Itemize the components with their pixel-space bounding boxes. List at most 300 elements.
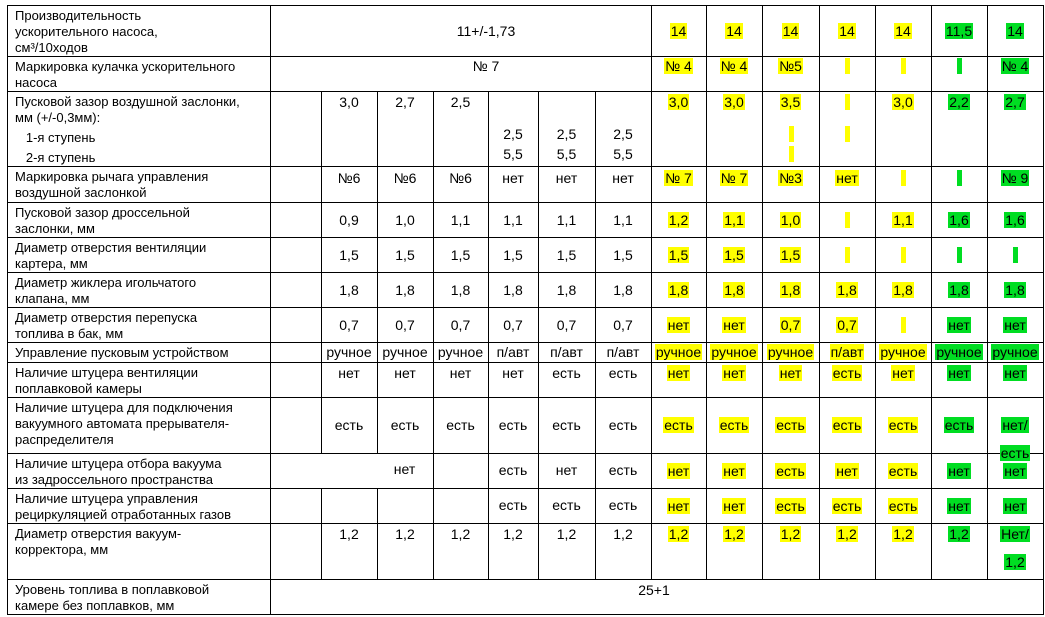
value-cell bbox=[595, 526, 651, 542]
row-label bbox=[15, 400, 270, 448]
highlighted-cell bbox=[987, 23, 1043, 39]
highlighted-cell bbox=[819, 344, 875, 360]
value-text: нет/ bbox=[1002, 417, 1028, 433]
value-cell bbox=[538, 146, 595, 162]
value-cell bbox=[377, 94, 433, 110]
value-cell bbox=[488, 282, 538, 298]
row-label-line: Маркировка рычага управления bbox=[15, 169, 209, 184]
highlighted-cell bbox=[651, 365, 706, 381]
value-text: есть bbox=[608, 417, 638, 433]
value-text: 2,5 bbox=[503, 126, 523, 142]
highlight-marker bbox=[845, 212, 850, 228]
value-text: 1,8 bbox=[668, 282, 689, 298]
value-cell bbox=[538, 126, 595, 142]
highlighted-cell bbox=[987, 170, 1043, 186]
value-text: № 7 bbox=[665, 170, 692, 186]
value-cell bbox=[377, 365, 433, 381]
highlighted-cell bbox=[651, 463, 706, 479]
row-divider bbox=[7, 5, 1044, 6]
value-text: ручное bbox=[880, 344, 926, 360]
value-text: 2,2 bbox=[949, 94, 969, 110]
highlighted-cell bbox=[875, 463, 931, 479]
row-label-line: из задроссельного пространства bbox=[15, 472, 213, 487]
value-text: 1,2 bbox=[395, 526, 415, 542]
value-text: 14 bbox=[839, 23, 855, 39]
value-text: ручное bbox=[936, 344, 982, 360]
value-text: 1,2 bbox=[1005, 554, 1025, 570]
value-text: есть bbox=[776, 498, 805, 514]
highlighted-cell bbox=[762, 170, 819, 186]
highlighted-cell bbox=[931, 498, 987, 514]
row-label bbox=[15, 59, 270, 91]
highlighted-cell bbox=[706, 247, 762, 263]
row-divider bbox=[7, 56, 1044, 57]
value-cell bbox=[538, 462, 595, 478]
row-label-line: Наличие штуцера для подключения bbox=[15, 400, 233, 415]
value-text: ручное bbox=[711, 344, 757, 360]
row-label-line: корректора, мм bbox=[15, 542, 109, 557]
value-cell bbox=[377, 170, 433, 186]
value-text: 0,7 bbox=[450, 317, 471, 333]
highlighted-cell bbox=[875, 212, 931, 228]
highlighted-cell bbox=[987, 94, 1043, 110]
value-text: 3,0 bbox=[893, 94, 913, 110]
value-cell bbox=[321, 365, 377, 381]
highlighted-cell bbox=[931, 282, 987, 298]
value-text: 1,8 bbox=[503, 282, 523, 298]
value-text: 14 bbox=[895, 23, 911, 39]
value-text: есть bbox=[664, 417, 693, 433]
value-text: есть bbox=[719, 417, 749, 433]
value-text: 1,5 bbox=[395, 247, 415, 263]
value-text: 3,5 bbox=[780, 94, 801, 110]
value-text: ручное bbox=[326, 344, 372, 360]
value-cell bbox=[595, 317, 651, 333]
highlighted-cell bbox=[931, 212, 987, 228]
value-cell bbox=[321, 94, 377, 110]
row-label-line: Производительность bbox=[15, 8, 142, 23]
value-text: № 4 bbox=[1001, 58, 1029, 74]
highlighted-cell bbox=[931, 317, 987, 333]
value-cell bbox=[595, 365, 651, 381]
highlighted-cell bbox=[706, 365, 762, 381]
highlighted-cell bbox=[706, 212, 762, 228]
value-text: п/авт bbox=[550, 344, 583, 360]
value-text: есть bbox=[334, 417, 364, 433]
value-text: 14 bbox=[726, 23, 742, 39]
value-cell bbox=[433, 417, 488, 433]
value-cell bbox=[488, 526, 538, 542]
value-text: 1,8 bbox=[613, 282, 633, 298]
highlighted-cell bbox=[651, 417, 706, 433]
value-text: 11,5 bbox=[945, 23, 973, 39]
highlighted-cell bbox=[762, 344, 819, 360]
value-text: ручное bbox=[655, 344, 702, 360]
row-label-line: мм (+/-0,3мм): bbox=[15, 110, 101, 125]
row-label-line: Диаметр жиклера игольчатого bbox=[15, 275, 197, 290]
highlight-marker bbox=[957, 170, 962, 186]
value-text: 2,5 bbox=[613, 126, 633, 142]
value-text: Нет/ bbox=[1001, 526, 1029, 542]
value-text: есть bbox=[776, 463, 805, 479]
row-divider bbox=[7, 453, 1044, 454]
row-label bbox=[15, 169, 270, 201]
value-text: нет bbox=[948, 463, 970, 479]
value-text: №3 bbox=[779, 170, 802, 186]
highlight-marker bbox=[957, 247, 962, 263]
value-text: ручное bbox=[767, 344, 814, 360]
value-text: нет bbox=[723, 365, 745, 381]
highlighted-cell bbox=[987, 463, 1043, 479]
value-text: есть bbox=[498, 417, 528, 433]
row-divider bbox=[7, 91, 1044, 92]
row-label bbox=[15, 94, 270, 166]
value-cell bbox=[595, 146, 651, 162]
value-text: 1,1 bbox=[893, 212, 913, 228]
highlighted-cell bbox=[819, 23, 875, 39]
highlighted-cell bbox=[875, 94, 931, 110]
value-cell bbox=[538, 365, 595, 381]
highlighted-cell bbox=[987, 417, 1043, 433]
value-text: 1,1 bbox=[556, 212, 577, 228]
value-text: 14 bbox=[670, 23, 687, 39]
highlighted-cell bbox=[987, 365, 1043, 381]
value-text: № 9 bbox=[1001, 170, 1029, 186]
highlighted-cell bbox=[987, 554, 1043, 570]
highlighted-cell bbox=[651, 344, 706, 360]
value-text: ручное bbox=[992, 344, 1038, 360]
value-text: есть bbox=[944, 417, 974, 433]
row-divider bbox=[7, 272, 1044, 273]
value-text: 1,5 bbox=[503, 247, 523, 263]
highlight-marker bbox=[957, 58, 962, 74]
row-label-line: ускорительного насоса, bbox=[15, 24, 158, 39]
highlighted-cell bbox=[987, 498, 1043, 514]
row-label bbox=[15, 310, 270, 342]
row-divider bbox=[7, 237, 1044, 238]
value-text: п/авт bbox=[830, 344, 864, 360]
row-label-line: вакуумного автомата прерывателя- bbox=[15, 416, 230, 431]
row-label-line: распределителя bbox=[15, 432, 114, 447]
value-cell bbox=[538, 526, 595, 542]
value-cell bbox=[488, 317, 538, 333]
highlighted-cell bbox=[875, 23, 931, 39]
highlighted-cell bbox=[931, 463, 987, 479]
highlighted-cell bbox=[762, 58, 819, 74]
value-cell bbox=[538, 344, 595, 360]
row-label-line: камере без поплавков, мм bbox=[15, 598, 175, 613]
value-cell bbox=[321, 526, 377, 542]
value-cell bbox=[595, 462, 651, 478]
value-text: 1,2 bbox=[503, 526, 523, 542]
merged-basic-cell bbox=[321, 23, 651, 39]
value-text: 1,5 bbox=[668, 247, 689, 263]
value-cell bbox=[433, 170, 488, 186]
highlighted-cell bbox=[706, 58, 762, 74]
row-divider bbox=[7, 488, 1044, 489]
highlight-marker bbox=[1013, 247, 1018, 263]
row-label-line: заслонки, мм bbox=[15, 221, 95, 236]
value-cell bbox=[377, 344, 433, 360]
value-text: нет bbox=[723, 317, 745, 333]
value-text: 2,7 bbox=[1005, 94, 1025, 110]
value-text: 1,2 bbox=[668, 526, 689, 542]
highlighted-cell bbox=[762, 282, 819, 298]
value-cell bbox=[433, 212, 488, 228]
value-cell bbox=[538, 282, 595, 298]
value-text: нет bbox=[394, 365, 416, 381]
value-cell bbox=[377, 282, 433, 298]
row-label-line: Наличие штуцера отбора вакуума bbox=[15, 456, 222, 471]
highlighted-cell bbox=[651, 170, 706, 186]
highlighted-cell bbox=[651, 212, 706, 228]
row-divider bbox=[7, 202, 1044, 203]
row-divider bbox=[7, 397, 1044, 398]
highlighted-cell bbox=[762, 94, 819, 110]
value-cell bbox=[595, 170, 651, 186]
value-cell bbox=[488, 247, 538, 263]
value-cell bbox=[488, 344, 538, 360]
highlight-marker bbox=[789, 146, 794, 162]
value-text: 1,8 bbox=[339, 282, 359, 298]
highlighted-cell bbox=[819, 498, 875, 514]
value-text: 1,2 bbox=[339, 526, 359, 542]
value-text: есть bbox=[390, 417, 420, 433]
value-text: 1,6 bbox=[949, 212, 969, 228]
value-text: 1,2 bbox=[837, 526, 857, 542]
value-text: нет bbox=[1004, 365, 1026, 381]
row-label-line: рециркуляцией отработанных газов bbox=[15, 507, 231, 522]
value-text: № 4 bbox=[665, 58, 692, 74]
highlighted-cell bbox=[875, 344, 931, 360]
value-text: 5,5 bbox=[613, 146, 633, 162]
value-text: есть bbox=[498, 462, 528, 478]
value-cell bbox=[433, 247, 488, 263]
row-divider bbox=[7, 579, 1044, 580]
value-text: 0,9 bbox=[339, 212, 359, 228]
row-label-line: Управление пусковым устройством bbox=[15, 345, 229, 360]
row-label-line: топлива в бак, мм bbox=[15, 326, 124, 341]
row-label-line: 1-я ступень bbox=[15, 130, 96, 145]
value-text: нет bbox=[892, 365, 914, 381]
value-cell bbox=[595, 126, 651, 142]
row-divider bbox=[7, 342, 1044, 343]
highlight-marker bbox=[901, 317, 906, 333]
highlight-marker bbox=[845, 94, 850, 110]
value-text: 5,5 bbox=[556, 146, 577, 162]
highlighted-cell bbox=[706, 463, 762, 479]
value-text: 0,7 bbox=[837, 317, 857, 333]
highlighted-cell bbox=[931, 344, 987, 360]
value-text: есть bbox=[446, 417, 475, 433]
value-text: 0,7 bbox=[503, 317, 523, 333]
row-label bbox=[15, 582, 270, 614]
highlighted-cell bbox=[762, 498, 819, 514]
highlighted-cell bbox=[931, 365, 987, 381]
row-label-line: клапана, мм bbox=[15, 291, 90, 306]
value-text: 1,8 bbox=[395, 282, 415, 298]
highlighted-cell bbox=[875, 365, 931, 381]
value-cell bbox=[538, 212, 595, 228]
highlighted-cell bbox=[706, 170, 762, 186]
row-label bbox=[15, 365, 270, 397]
value-cell bbox=[377, 212, 433, 228]
row-divider bbox=[7, 523, 1044, 524]
value-text: 2,5 bbox=[450, 94, 471, 110]
highlighted-cell bbox=[651, 58, 706, 74]
highlighted-cell bbox=[651, 282, 706, 298]
value-text: есть bbox=[832, 498, 862, 514]
value-text: 1,1 bbox=[613, 212, 633, 228]
value-text: нет bbox=[667, 317, 690, 333]
value-text: № 4 bbox=[720, 58, 748, 74]
highlighted-cell bbox=[706, 498, 762, 514]
value-cell bbox=[321, 212, 377, 228]
row-label-line: Уровень топлива в поплавковой bbox=[15, 582, 210, 597]
value-text: нет bbox=[612, 170, 634, 186]
value-text: есть bbox=[552, 365, 581, 381]
value-cell bbox=[433, 526, 488, 542]
row-label bbox=[15, 8, 270, 56]
value-text: нет bbox=[667, 498, 690, 514]
highlighted-cell bbox=[987, 58, 1043, 74]
highlighted-cell bbox=[762, 23, 819, 39]
value-text: нет bbox=[555, 462, 578, 478]
merged-all-cell bbox=[321, 582, 987, 598]
highlighted-cell bbox=[987, 344, 1043, 360]
highlighted-cell bbox=[931, 417, 987, 433]
value-cell bbox=[433, 317, 488, 333]
row-divider bbox=[7, 362, 1044, 363]
value-text: 14 bbox=[1007, 23, 1023, 39]
highlighted-cell bbox=[819, 417, 875, 433]
column-divider bbox=[433, 91, 434, 580]
highlighted-cell bbox=[706, 282, 762, 298]
highlighted-cell bbox=[762, 526, 819, 542]
value-cell bbox=[433, 94, 488, 110]
value-cell bbox=[538, 317, 595, 333]
value-text: нет bbox=[449, 365, 472, 381]
value-text: 1,0 bbox=[780, 212, 801, 228]
value-text: нет bbox=[723, 463, 745, 479]
value-text: 0,7 bbox=[339, 317, 359, 333]
value-text: нет bbox=[667, 365, 690, 381]
value-text: есть bbox=[888, 463, 918, 479]
value-cell bbox=[488, 417, 538, 433]
value-cell bbox=[595, 497, 651, 513]
highlighted-cell bbox=[651, 317, 706, 333]
highlighted-cell bbox=[762, 365, 819, 381]
value-text: есть bbox=[608, 365, 638, 381]
value-cell bbox=[538, 497, 595, 513]
value-text: 1,2 bbox=[893, 526, 913, 542]
value-cell bbox=[595, 344, 651, 360]
value-text: 1,1 bbox=[503, 212, 523, 228]
value-text: 1,8 bbox=[450, 282, 471, 298]
value-text: нет bbox=[948, 317, 970, 333]
value-cell bbox=[488, 170, 538, 186]
value-text: 1,2 bbox=[556, 526, 577, 542]
value-text: №6 bbox=[449, 170, 472, 186]
highlighted-cell bbox=[762, 463, 819, 479]
value-text: нет bbox=[723, 498, 745, 514]
value-cell bbox=[538, 417, 595, 433]
value-cell bbox=[538, 247, 595, 263]
value-cell bbox=[321, 170, 377, 186]
value-text: 1,8 bbox=[1005, 282, 1025, 298]
highlighted-cell bbox=[819, 282, 875, 298]
highlighted-cell bbox=[762, 212, 819, 228]
highlighted-cell bbox=[931, 94, 987, 110]
value-cell bbox=[488, 146, 538, 162]
value-text: есть bbox=[498, 497, 528, 513]
value-text: 1,2 bbox=[724, 526, 744, 542]
highlight-marker bbox=[845, 58, 850, 74]
highlighted-cell bbox=[651, 498, 706, 514]
value-text: нет bbox=[502, 365, 524, 381]
value-text: 1,1 bbox=[724, 212, 744, 228]
value-text: 0,7 bbox=[780, 317, 801, 333]
row-label-line: см³/10ходов bbox=[15, 40, 88, 55]
value-cell bbox=[433, 365, 488, 381]
value-text: 3,0 bbox=[339, 94, 359, 110]
highlighted-cell bbox=[987, 445, 1043, 461]
value-text: 1,5 bbox=[450, 247, 471, 263]
highlight-marker bbox=[845, 247, 850, 263]
value-text: 14 bbox=[782, 23, 799, 39]
value-text: 1,2 bbox=[450, 526, 471, 542]
value-text: 1,8 bbox=[949, 282, 969, 298]
highlighted-cell bbox=[819, 170, 875, 186]
value-cell bbox=[488, 462, 538, 478]
value-cell bbox=[595, 417, 651, 433]
value-text: есть bbox=[552, 417, 581, 433]
highlighted-cell bbox=[651, 526, 706, 542]
value-text: есть bbox=[608, 462, 638, 478]
value-cell bbox=[321, 417, 377, 433]
highlighted-cell bbox=[651, 23, 706, 39]
value-cell bbox=[433, 344, 488, 360]
value-text: 0,7 bbox=[395, 317, 415, 333]
row-label-line: Пусковой зазор воздушной заслонки, bbox=[15, 94, 240, 109]
highlight-marker bbox=[901, 247, 906, 263]
value-text: есть bbox=[608, 497, 638, 513]
row-label-line: Маркировка кулачка ускорительного bbox=[15, 59, 236, 74]
value-text: нет bbox=[948, 365, 970, 381]
column-divider bbox=[1043, 5, 1044, 615]
value-cell bbox=[377, 526, 433, 542]
value-text: 1,2 bbox=[613, 526, 633, 542]
highlighted-cell bbox=[819, 317, 875, 333]
value-text: 5,5 bbox=[503, 146, 523, 162]
value-text: нет bbox=[502, 170, 524, 186]
value-text: 1,8 bbox=[893, 282, 913, 298]
value-cell bbox=[488, 365, 538, 381]
row-label bbox=[15, 345, 270, 361]
highlighted-cell bbox=[706, 317, 762, 333]
value-text: 1,5 bbox=[780, 247, 801, 263]
highlighted-cell bbox=[706, 94, 762, 110]
value-text: 1,0 bbox=[395, 212, 415, 228]
value-cell bbox=[488, 126, 538, 142]
highlighted-cell bbox=[762, 247, 819, 263]
highlighted-cell bbox=[875, 526, 931, 542]
row-label-line: Пусковой зазор дроссельной bbox=[15, 205, 190, 220]
row-divider bbox=[7, 307, 1044, 308]
value-text: ручное bbox=[382, 344, 428, 360]
highlighted-cell bbox=[651, 247, 706, 263]
value-text: п/авт bbox=[606, 344, 640, 360]
